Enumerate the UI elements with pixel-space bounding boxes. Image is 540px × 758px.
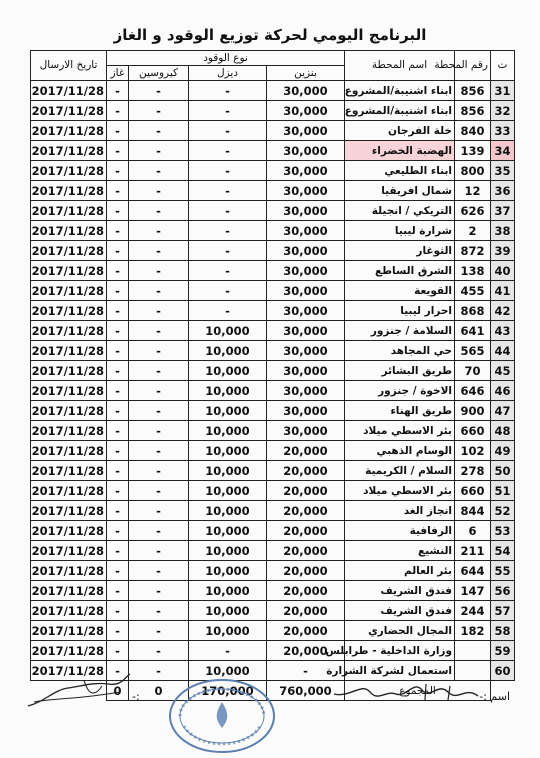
row-send-date: 2017/11/28 [31, 221, 107, 241]
header-send-date: تاريخ الارسال [31, 51, 107, 81]
table-row [31, 401, 515, 421]
row-gas: - [107, 561, 129, 581]
row-number: 47 [491, 401, 515, 421]
row-kerosene: - [129, 301, 189, 321]
row-petrol: 20,000 [267, 581, 345, 601]
row-diesel: 10,000 [189, 541, 267, 561]
row-kerosene: - [129, 461, 189, 481]
table-row [31, 381, 515, 401]
row-gas: - [107, 381, 129, 401]
row-diesel: 10,000 [189, 461, 267, 481]
row-number: 46 [491, 381, 515, 401]
row-number: 57 [491, 601, 515, 621]
row-station-name: الشرق الساطع [345, 261, 455, 281]
row-gas: - [107, 341, 129, 361]
row-send-date: 2017/11/28 [31, 81, 107, 101]
row-gas: - [107, 261, 129, 281]
row-station-name: وزارة الداخلية - طرابلس [345, 641, 455, 661]
row-send-date: 2017/11/28 [31, 541, 107, 561]
row-kerosene: - [129, 441, 189, 461]
row-number: 36 [491, 181, 515, 201]
row-gas: - [107, 461, 129, 481]
row-diesel: - [189, 181, 267, 201]
row-send-date: 2017/11/28 [31, 581, 107, 601]
table-row [31, 101, 515, 121]
row-kerosene: - [129, 601, 189, 621]
row-kerosene: - [129, 581, 189, 601]
row-diesel: 10,000 [189, 621, 267, 641]
table-row [31, 421, 515, 441]
row-station-no: 278 [455, 461, 491, 481]
row-number: 60 [491, 661, 515, 681]
row-send-date: 2017/11/28 [31, 401, 107, 421]
row-send-date: 2017/11/28 [31, 641, 107, 661]
header-diesel: ديزل [189, 66, 267, 81]
row-station-name: بئر العالم [345, 561, 455, 581]
row-petrol: 20,000 [267, 501, 345, 521]
row-petrol: 30,000 [267, 221, 345, 241]
handwritten-name-signature [330, 682, 480, 706]
row-station-name: السلامة / جنزور [345, 321, 455, 341]
row-gas: - [107, 141, 129, 161]
row-kerosene: - [129, 201, 189, 221]
row-diesel: - [189, 101, 267, 121]
row-kerosene: - [129, 341, 189, 361]
row-petrol: 30,000 [267, 281, 345, 301]
row-gas: - [107, 241, 129, 261]
row-number: 48 [491, 421, 515, 441]
row-number: 39 [491, 241, 515, 261]
row-send-date: 2017/11/28 [31, 481, 107, 501]
row-send-date: 2017/11/28 [31, 181, 107, 201]
row-kerosene: - [129, 641, 189, 661]
table-row [31, 561, 515, 581]
row-station-no [455, 661, 491, 681]
header-no: ت [491, 51, 515, 81]
row-send-date: 2017/11/28 [31, 101, 107, 121]
row-kerosene: - [129, 361, 189, 381]
row-station-no: 644 [455, 561, 491, 581]
row-send-date: 2017/11/28 [31, 301, 107, 321]
row-gas: - [107, 541, 129, 561]
row-petrol: 20,000 [267, 541, 345, 561]
row-station-no: 244 [455, 601, 491, 621]
row-station-no: 147 [455, 581, 491, 601]
row-station-no: 641 [455, 321, 491, 341]
row-gas: - [107, 301, 129, 321]
table-row [31, 241, 515, 261]
row-diesel: 10,000 [189, 501, 267, 521]
total-kerosene: 0 [129, 681, 189, 701]
row-diesel: - [189, 641, 267, 661]
row-station-no: 856 [455, 101, 491, 121]
header-station-name: اسم المحطة [345, 51, 455, 81]
row-station-no: 800 [455, 161, 491, 181]
row-number: 52 [491, 501, 515, 521]
row-station-name: حي المجاهد [345, 341, 455, 361]
row-diesel: 10,000 [189, 481, 267, 501]
table-row [31, 261, 515, 281]
table-row [31, 501, 515, 521]
row-gas: - [107, 161, 129, 181]
row-gas: - [107, 481, 129, 501]
row-petrol: 30,000 [267, 421, 345, 441]
row-diesel: 10,000 [189, 441, 267, 461]
row-station-name: الاخوة / جنزور [345, 381, 455, 401]
row-kerosene: - [129, 621, 189, 641]
row-station-name: بئر الاسطي ميلاد [345, 481, 455, 501]
row-station-no: 868 [455, 301, 491, 321]
row-send-date: 2017/11/28 [31, 201, 107, 221]
table-row [31, 221, 515, 241]
document-title: البرنامج اليومي لحركة توزيع الوقود و الغاز [113, 26, 427, 44]
row-number: 43 [491, 321, 515, 341]
handwritten-signature [24, 672, 134, 712]
row-gas: - [107, 101, 129, 121]
row-station-no: 626 [455, 201, 491, 221]
row-kerosene: - [129, 521, 189, 541]
official-stamp [166, 676, 278, 756]
row-gas: - [107, 581, 129, 601]
row-station-no: 139 [455, 141, 491, 161]
table-row [31, 301, 515, 321]
row-diesel: 10,000 [189, 561, 267, 581]
row-station-name: انجاز الغد [345, 501, 455, 521]
row-diesel: - [189, 121, 267, 141]
footer-name [479, 690, 510, 703]
row-send-date: 2017/11/28 [31, 561, 107, 581]
row-petrol: 30,000 [267, 201, 345, 221]
row-diesel: 10,000 [189, 321, 267, 341]
row-station-name: ابناء اشنيبة/المشروع [345, 81, 455, 101]
row-gas: - [107, 281, 129, 301]
row-gas: - [107, 181, 129, 201]
row-petrol: 30,000 [267, 301, 345, 321]
row-petrol: 30,000 [267, 141, 345, 161]
row-station-name: ابناء اشنيبة/المشروع [345, 101, 455, 121]
table-row [31, 621, 515, 641]
row-station-name: ابناء الطليعي [345, 161, 455, 181]
row-number: 34 [491, 141, 515, 161]
row-diesel: 10,000 [189, 381, 267, 401]
row-petrol: 30,000 [267, 361, 345, 381]
row-station-no: 455 [455, 281, 491, 301]
table-row [31, 601, 515, 621]
row-station-no [455, 641, 491, 661]
row-number: 42 [491, 301, 515, 321]
row-diesel: 10,000 [189, 341, 267, 361]
row-petrol: 20,000 [267, 561, 345, 581]
row-kerosene: - [129, 81, 189, 101]
row-send-date: 2017/11/28 [31, 661, 107, 681]
row-diesel: - [189, 201, 267, 221]
total-gas: 0 [107, 681, 129, 701]
table-row [31, 121, 515, 141]
row-number: 45 [491, 361, 515, 381]
total-petrol: 760,000 [267, 681, 345, 701]
header-station-no: رقم المحطة [455, 51, 491, 81]
table-row [31, 81, 515, 101]
row-kerosene: - [129, 281, 189, 301]
row-petrol: 30,000 [267, 261, 345, 281]
row-station-name: السلام / الكريمية [345, 461, 455, 481]
row-station-name: التريكي / انجيلة [345, 201, 455, 221]
row-station-no: 660 [455, 481, 491, 501]
row-station-no: 138 [455, 261, 491, 281]
row-petrol: 30,000 [267, 181, 345, 201]
header-kerosene: كيروسين [129, 66, 189, 81]
row-send-date: 2017/11/28 [31, 501, 107, 521]
row-send-date: 2017/11/28 [31, 441, 107, 461]
row-kerosene: - [129, 481, 189, 501]
header-gas: غاز [107, 66, 129, 81]
table-row [31, 341, 515, 361]
row-kerosene: - [129, 121, 189, 141]
row-petrol: 30,000 [267, 401, 345, 421]
table-row [31, 141, 515, 161]
row-diesel: 10,000 [189, 581, 267, 601]
row-number: 56 [491, 581, 515, 601]
row-petrol: 30,000 [267, 81, 345, 101]
row-diesel: - [189, 261, 267, 281]
row-kerosene: - [129, 141, 189, 161]
row-petrol: 30,000 [267, 241, 345, 261]
row-station-name: خلة الفرجان [345, 121, 455, 141]
row-station-name: القويعة [345, 281, 455, 301]
row-station-no: 646 [455, 381, 491, 401]
table-row [31, 641, 515, 661]
row-station-name: شمال افريقيا [345, 181, 455, 201]
row-gas: - [107, 221, 129, 241]
row-send-date: 2017/11/28 [31, 461, 107, 481]
row-gas: - [107, 661, 129, 681]
row-station-no: 12 [455, 181, 491, 201]
row-kerosene: - [129, 261, 189, 281]
row-kerosene: - [129, 161, 189, 181]
row-diesel: - [189, 81, 267, 101]
row-gas: - [107, 621, 129, 641]
row-station-name: طريق الهناء [345, 401, 455, 421]
row-kerosene: - [129, 561, 189, 581]
row-station-no: 2 [455, 221, 491, 241]
row-station-name: الرفافية [345, 521, 455, 541]
row-station-no: 102 [455, 441, 491, 461]
row-station-name: النشيع [345, 541, 455, 561]
row-station-name: استعمال لشركة الشرارة [345, 661, 455, 681]
row-kerosene: - [129, 401, 189, 421]
row-send-date: 2017/11/28 [31, 521, 107, 541]
row-diesel: 10,000 [189, 661, 267, 681]
row-diesel: - [189, 161, 267, 181]
row-send-date: 2017/11/28 [31, 321, 107, 341]
row-station-name: بئر الاسطي ميلاد [345, 421, 455, 441]
row-gas: - [107, 361, 129, 381]
row-gas: - [107, 121, 129, 141]
row-petrol: 20,000 [267, 481, 345, 501]
table-body [31, 81, 515, 681]
row-gas: - [107, 601, 129, 621]
row-diesel: 10,000 [189, 401, 267, 421]
row-station-no: 660 [455, 421, 491, 441]
row-kerosene: - [129, 661, 189, 681]
row-station-no: 840 [455, 121, 491, 141]
row-diesel: 10,000 [189, 361, 267, 381]
total-diesel: 170,000 [189, 681, 267, 701]
row-send-date: 2017/11/28 [31, 121, 107, 141]
row-diesel: 10,000 [189, 601, 267, 621]
row-station-no: 900 [455, 401, 491, 421]
row-send-date: 2017/11/28 [31, 281, 107, 301]
row-petrol: 20,000 [267, 641, 345, 661]
row-send-date: 2017/11/28 [31, 341, 107, 361]
table-row [31, 321, 515, 341]
row-number: 44 [491, 341, 515, 361]
row-gas: - [107, 321, 129, 341]
row-number: 49 [491, 441, 515, 461]
table-row [31, 521, 515, 541]
row-kerosene: - [129, 421, 189, 441]
row-send-date: 2017/11/28 [31, 621, 107, 641]
footer-signature-label: :- [132, 690, 140, 703]
header-petrol: بنزين [267, 66, 345, 81]
row-station-name: الثوغار [345, 241, 455, 261]
row-kerosene: - [129, 541, 189, 561]
row-number: 59 [491, 641, 515, 661]
row-send-date: 2017/11/28 [31, 361, 107, 381]
row-station-no: 70 [455, 361, 491, 381]
row-kerosene: - [129, 321, 189, 341]
header-fuel-type: نوع الوقود [107, 51, 345, 66]
row-number: 31 [491, 81, 515, 101]
row-number: 55 [491, 561, 515, 581]
row-diesel: 10,000 [189, 421, 267, 441]
row-number: 40 [491, 261, 515, 281]
row-send-date: 2017/11/28 [31, 261, 107, 281]
row-diesel: - [189, 141, 267, 161]
row-send-date: 2017/11/28 [31, 161, 107, 181]
row-number: 51 [491, 481, 515, 501]
table-row [31, 181, 515, 201]
row-station-no: 844 [455, 501, 491, 521]
row-petrol: 30,000 [267, 121, 345, 141]
row-number: 35 [491, 161, 515, 181]
row-petrol: 30,000 [267, 341, 345, 361]
row-diesel: - [189, 221, 267, 241]
row-send-date: 2017/11/28 [31, 241, 107, 261]
row-send-date: 2017/11/28 [31, 141, 107, 161]
row-station-name: احرار ليبيا [345, 301, 455, 321]
row-station-name: الوسام الذهبي [345, 441, 455, 461]
table-row [31, 481, 515, 501]
row-petrol: 30,000 [267, 101, 345, 121]
table-row [31, 281, 515, 301]
row-kerosene: - [129, 501, 189, 521]
row-petrol: 20,000 [267, 441, 345, 461]
row-gas: - [107, 641, 129, 661]
row-station-name: طريق البشائر [345, 361, 455, 381]
row-send-date: 2017/11/28 [31, 601, 107, 621]
row-number: 53 [491, 521, 515, 541]
row-number: 58 [491, 621, 515, 641]
row-gas: - [107, 401, 129, 421]
row-number: 50 [491, 461, 515, 481]
row-number: 33 [491, 121, 515, 141]
row-petrol: - [267, 661, 345, 681]
row-gas: - [107, 81, 129, 101]
row-petrol: 20,000 [267, 521, 345, 541]
row-kerosene: - [129, 101, 189, 121]
row-station-name: المجال الحضاري [345, 621, 455, 641]
row-station-no: 856 [455, 81, 491, 101]
row-gas: - [107, 421, 129, 441]
row-send-date: 2017/11/28 [31, 381, 107, 401]
table-row [31, 581, 515, 601]
row-petrol: 30,000 [267, 321, 345, 341]
table-row [31, 441, 515, 461]
row-station-name: فندق الشريف [345, 601, 455, 621]
row-kerosene: - [129, 181, 189, 201]
row-number: 41 [491, 281, 515, 301]
row-petrol: 30,000 [267, 161, 345, 181]
table-row [31, 361, 515, 381]
table-row [31, 461, 515, 481]
table-row [31, 161, 515, 181]
row-number: 38 [491, 221, 515, 241]
row-diesel: 10,000 [189, 521, 267, 541]
row-station-no: 182 [455, 621, 491, 641]
row-number: 37 [491, 201, 515, 221]
table-row [31, 541, 515, 561]
row-station-no: 211 [455, 541, 491, 561]
row-kerosene: - [129, 381, 189, 401]
row-petrol: 20,000 [267, 461, 345, 481]
row-petrol: 30,000 [267, 381, 345, 401]
table-header [31, 51, 515, 81]
row-kerosene: - [129, 241, 189, 261]
row-petrol: 20,000 [267, 621, 345, 641]
row-diesel: - [189, 241, 267, 261]
row-station-name: فندق الشريف [345, 581, 455, 601]
row-station-no: 872 [455, 241, 491, 261]
row-station-no: 6 [455, 521, 491, 541]
row-gas: - [107, 441, 129, 461]
fuel-distribution-table [30, 50, 515, 701]
row-diesel: - [189, 301, 267, 321]
row-gas: - [107, 521, 129, 541]
row-station-name: الهضبة الخضراء [345, 141, 455, 161]
row-send-date: 2017/11/28 [31, 421, 107, 441]
row-petrol: 20,000 [267, 601, 345, 621]
totals-label: المجموع [345, 681, 491, 701]
table-row [31, 201, 515, 221]
row-station-no: 565 [455, 341, 491, 361]
row-gas: - [107, 501, 129, 521]
row-number: 54 [491, 541, 515, 561]
row-kerosene: - [129, 221, 189, 241]
row-number: 32 [491, 101, 515, 121]
row-station-name: شرارة ليبيا [345, 221, 455, 241]
row-gas: - [107, 201, 129, 221]
footer-name-label: اسم :- [479, 690, 510, 703]
row-diesel: - [189, 281, 267, 301]
